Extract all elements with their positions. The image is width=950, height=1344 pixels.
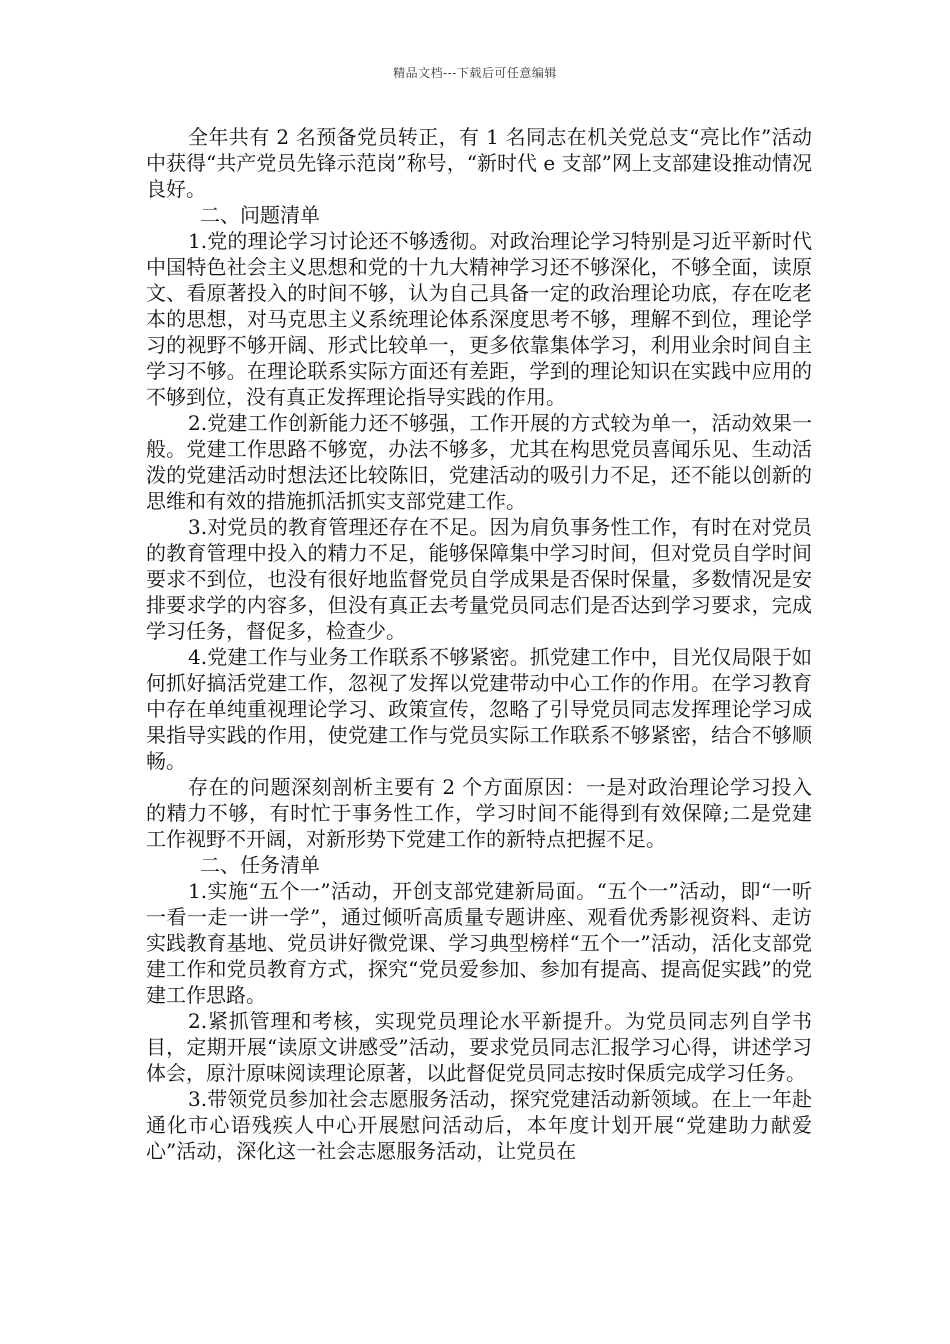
section-heading-tasks: 二、任务清单 — [200, 853, 320, 877]
paragraph-causes: 存在的问题深刻剖析主要有 2 个方面原因：一是对政治理论学习投入的精力不够，有时忙于事务性工作，学习时间不能得到有效保障;二是党建工作视野不开阔，对新形势下党建工作的新特点把握不足。 — [146, 775, 812, 851]
paragraph-problem-3: 3.对党员的教育管理还存在不足。因为肩负事务性工作，有时在对党员的教育管理中投入的精力不足，能够保障集中学习时间，但对党员自学时间要求不到位，也没有很好地监督党员自学成果是否保时保量，多数情况是安排要求学的内容多，但没有真正去考量党员同志们是否达到学习要求，完成学习任务，督促多，检查少。 — [146, 515, 812, 643]
paragraph-problem-1: 1.党的理论学习讨论还不够透彻。对政治理论学习特别是习近平新时代中国特色社会主义思想和党的十九大精神学习还不够深化，不够全面，读原文、看原著投入的时间不够，认为自己具备一定的政治理论功底，存在吃老本的思想，对马克思主义系统理论体系深度思考不够，理解不到位，理论学习的视野不够开阔、形式比较单一，更多依靠集体学习，利用业余时间自主学习不够。在理论联系实际方面还有差距，学到的理论知识在实践中应用的不够到位，没有真正发挥理论指导实践的作用。 — [146, 229, 812, 409]
section-heading-problems: 二、问题清单 — [200, 203, 320, 227]
document-body — [146, 124, 812, 1164]
page-header: 精品文档---下载后可任意编辑 — [393, 66, 557, 80]
paragraph-problem-4: 4.党建工作与业务工作联系不够紧密。抓党建工作中，目光仅局限于如何抓好搞活党建工作，忽视了发挥以党建带动中心工作的作用。在学习教育中存在单纯重视理论学习、政策宣传，忽略了引导党员同志发挥理论学习成果指导实践的作用，使党建工作与党员实际工作联系不够紧密，结合不够顺畅。 — [146, 645, 812, 773]
paragraph-task-2: 2.紧抓管理和考核，实现党员理论水平新提升。为党员同志列自学书目，定期开展“读原文讲感受”活动，要求党员同志汇报学习心得，讲述学习体会，原汁原味阅读理论原著，以此督促党员同志按时保质完成学习任务。 — [146, 1009, 812, 1085]
paragraph-intro: 全年共有 2 名预备党员转正，有 1 名同志在机关党总支“亮比作”活动中获得“共产党员先锋示范岗”称号，“新时代 e 支部”网上支部建设推动情况良好。 — [146, 125, 812, 201]
paragraph-task-1: 1.实施“五个一”活动，开创支部党建新局面。“五个一”活动，即“一听一看一走一讲一学”，通过倾听高质量专题讲座、观看优秀影视资料、走访实践教育基地、党员讲好微党课、学习典型榜样“五个一”活动，活化支部党建工作和党员教育方式，探究“党员爱参加、参加有提高、提高促实践”的党建工作思路。 — [146, 879, 812, 1007]
paragraph-problem-2: 2.党建工作创新能力还不够强，工作开展的方式较为单一，活动效果一般。党建工作思路不够宽，办法不够多，尤其在构思党员喜闻乐见、生动活泼的党建活动时想法还比较陈旧，党建活动的吸引力不足，还不能以创新的思维和有效的措施抓活抓实支部党建工作。 — [146, 411, 812, 513]
paragraph-task-3: 3.带领党员参加社会志愿服务活动，探究党建活动新领域。在上一年赴通化市心语残疾人中心开展慰问活动后，本年度计划开展“党建助力献爱心”活动，深化这一社会志愿服务活动，让党员在 — [146, 1087, 812, 1163]
